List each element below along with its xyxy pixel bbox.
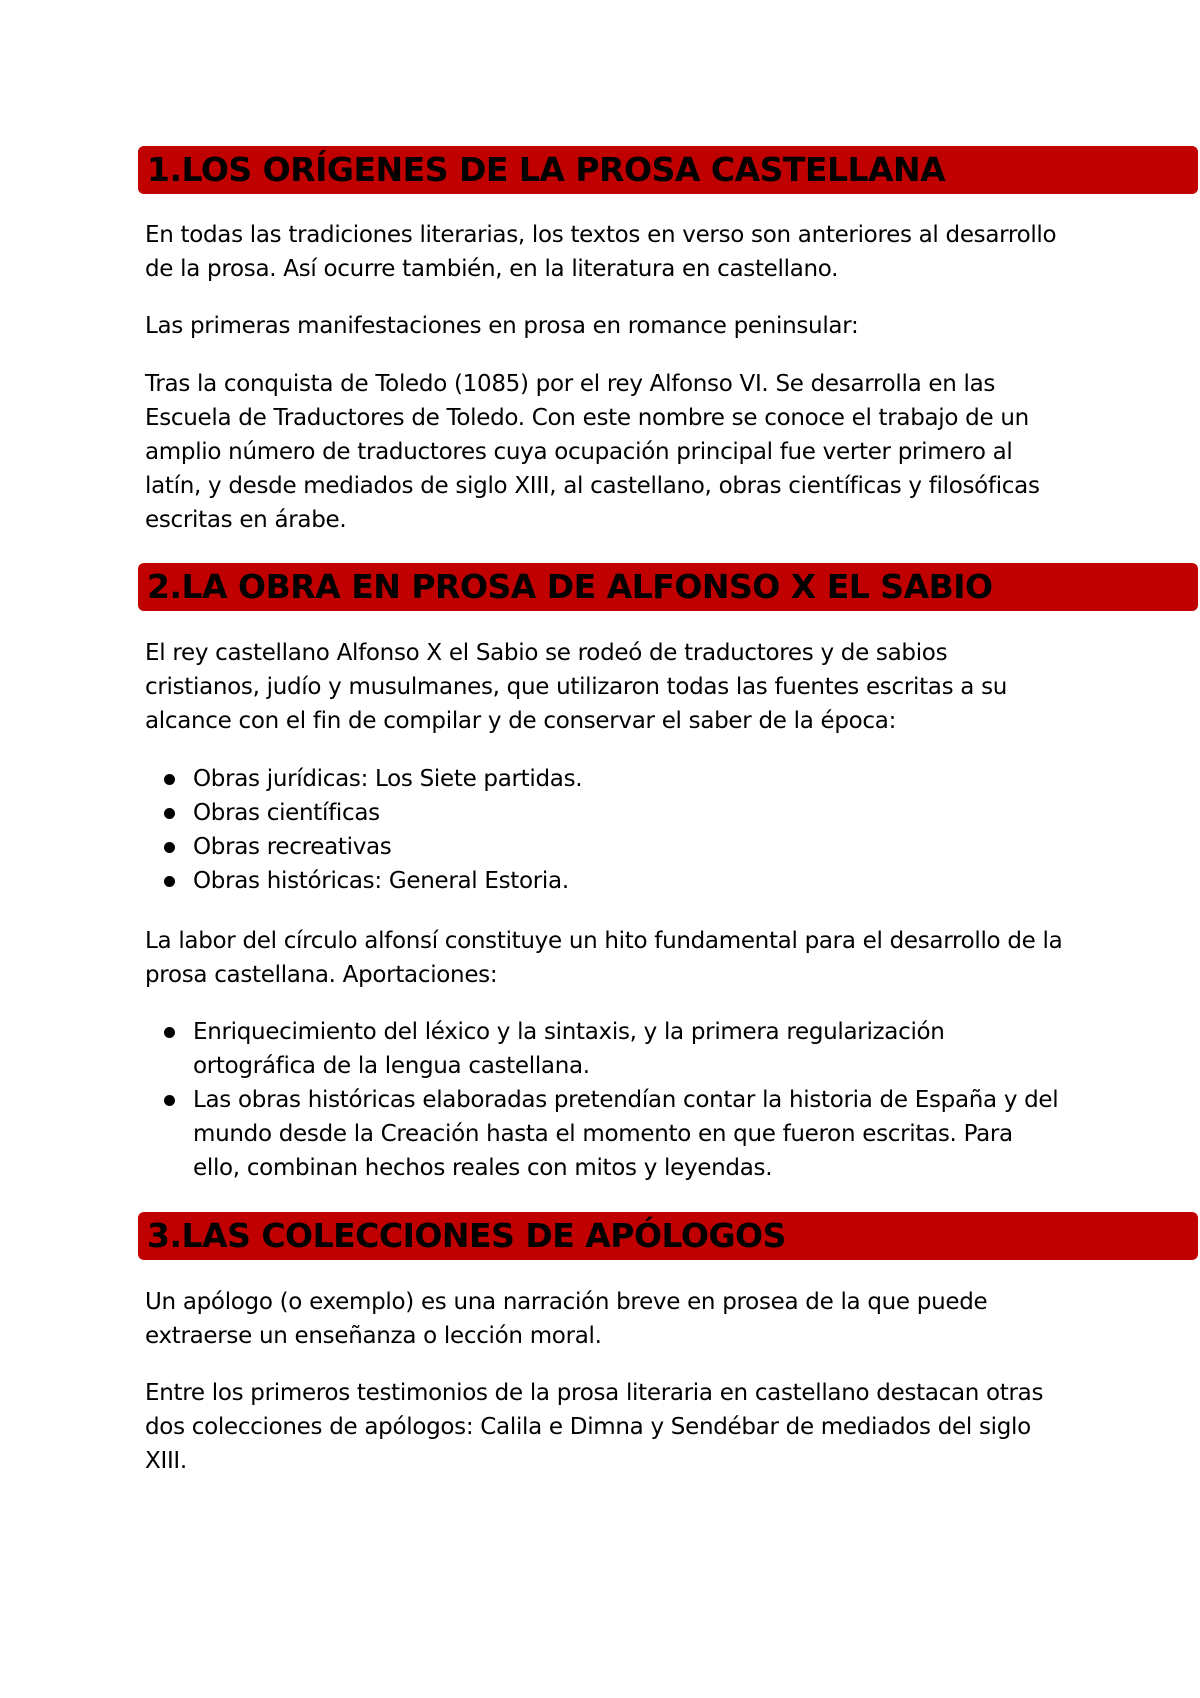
list-item-text: Obras jurídicas: Los Siete partidas. xyxy=(193,766,583,792)
bullet-icon xyxy=(164,876,175,887)
section-2-intro: El rey castellano Alfonso X el Sabio se rodeó de traductores y de sabios cristianos, judío y musulmanes, que utilizaron todas las fuentes escritas a su alcance con el fin de compilar y de conservar el saber de la época: xyxy=(145,640,1008,734)
list-item-text: Obras históricas: General Estoria. xyxy=(193,868,569,894)
bullet-icon xyxy=(164,1095,175,1106)
list-item-text: Enriquecimiento del léxico y la sintaxis, y la primera regularización ortográfica de la lengua castellana. xyxy=(193,1019,945,1079)
contributions-list xyxy=(145,1015,1065,1185)
section-1-paragraph-1: En todas las tradiciones literarias, los textos en verso son anteriores al desarrollo de la prosa. Así ocurre también, en la literatura en castellano. xyxy=(145,222,1057,282)
section-2-labor: La labor del círculo alfonsí constituye un hito fundamental para el desarrollo de la prosa castellana. Aportaciones: xyxy=(145,928,1063,988)
works-list xyxy=(145,762,1065,898)
bullet-icon xyxy=(164,1027,175,1038)
section-1-heading: 1.LOS ORÍGENES DE LA PROSA CASTELLANA xyxy=(138,146,1198,194)
section-1-paragraph-3: Tras la conquista de Toledo (1085) por el rey Alfonso VI. Se desarrolla en las Escuela de Traductores de Toledo. Con este nombre se conoce el trabajo de un amplio número de traductores cuya ocupación principal fue verter primero al latín, y desde mediados de siglo XIII, al castellano, obras científicas y filosóficas escritas en árabe. xyxy=(145,371,1040,533)
bullet-icon xyxy=(164,842,175,853)
section-3-heading: 3.LAS COLECCIONES DE APÓLOGOS xyxy=(138,1212,1198,1260)
list-item xyxy=(145,1015,1065,1083)
section-1-paragraph-2: Las primeras manifestaciones en prosa en romance peninsular: xyxy=(145,313,859,339)
bullet-icon xyxy=(164,808,175,819)
bullet-icon xyxy=(164,774,175,785)
section-3-paragraph-2: Entre los primeros testimonios de la prosa literaria en castellano destacan otras dos colecciones de apólogos: Calila e Dimna y Sendébar de mediados del siglo XIII. xyxy=(145,1380,1044,1474)
list-item xyxy=(145,796,1065,830)
list-item-text: Las obras históricas elaboradas pretendían contar la historia de España y del mundo desde la Creación hasta el momento en que fueron escritas. Para ello, combinan hechos reales con mitos y leyendas. xyxy=(193,1087,1059,1181)
section-3-paragraph-1: Un apólogo (o exemplo) es una narración breve en prosea de la que puede extraerse un enseñanza o lección moral. xyxy=(145,1289,988,1349)
list-item xyxy=(145,830,1065,864)
list-item xyxy=(145,762,1065,796)
list-item xyxy=(145,864,1065,898)
list-item-text: Obras científicas xyxy=(193,800,380,826)
list-item xyxy=(145,1083,1065,1185)
list-item-text: Obras recreativas xyxy=(193,834,392,860)
section-2-heading: 2.LA OBRA EN PROSA DE ALFONSO X EL SABIO xyxy=(138,563,1198,611)
